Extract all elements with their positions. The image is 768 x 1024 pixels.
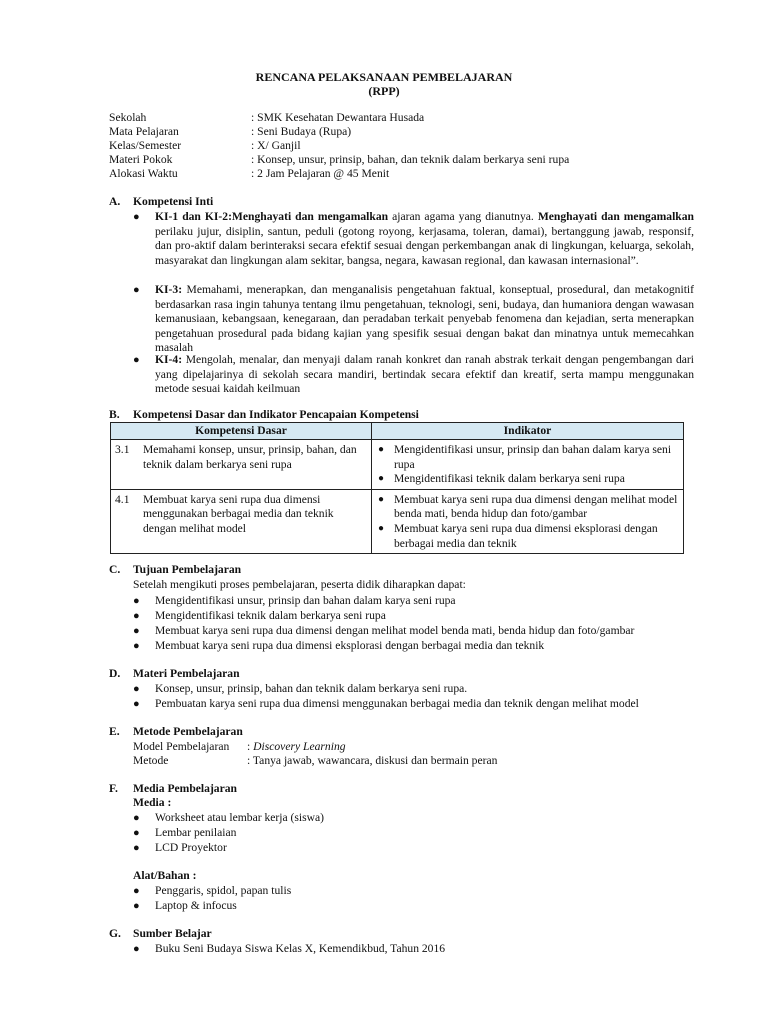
identity-row-materi: [109, 153, 709, 168]
model-value: : Discovery Learning: [247, 740, 346, 753]
metode-value: : Tanya jawab, wawancara, diskusi dan bermain peran: [247, 754, 498, 767]
kd-number: 3.1: [115, 443, 130, 456]
list-item: ● Laptop & infocus: [133, 899, 237, 912]
bullet-icon: ●: [133, 812, 140, 824]
table-header-indikator: Indikator: [372, 423, 684, 440]
identity-value: : SMK Kesehatan Dewantara Husada: [251, 111, 425, 124]
bullet-icon: ●: [133, 885, 140, 897]
kd-text: Memahami konsep, unsur, prinsip, bahan, dan teknik dalam berkarya seni rupa: [143, 443, 357, 471]
section-f-heading: F. Media Pembelajaran: [109, 782, 237, 795]
list-item: ● LCD Proyektor: [133, 841, 227, 854]
bullet-icon: ●: [133, 640, 140, 652]
section-d-heading: D. Materi Pembelajaran: [109, 667, 240, 680]
identity-value: : 2 Jam Pelajaran @ 45 Menit: [251, 167, 390, 180]
bullet-icon: ●: [378, 473, 385, 485]
indicator-item: ● Mengidentifikasi teknik dalam berkarya seni rupa: [378, 472, 625, 486]
kd-number: 4.1: [115, 492, 130, 506]
model-label: Model Pembelajaran: [133, 740, 230, 753]
identity-value: : Seni Budaya (Rupa): [251, 125, 352, 138]
indicator-item: ● Membuat karya seni rupa dua dimensi dengan melihat model benda mati, benda hidup dan foto/gambar: [378, 492, 678, 521]
table-row: [111, 489, 684, 553]
list-item: ● Penggaris, spidol, papan tulis: [133, 884, 292, 897]
identity-label: Alokasi Waktu: [109, 167, 178, 180]
section-e-heading: E. Metode Pembelajaran: [109, 725, 243, 738]
list-item: ● Mengidentifikasi unsur, prinsip dan bahan dalam karya seni rupa: [133, 594, 456, 607]
bullet-icon: ●: [133, 595, 140, 607]
bullet-icon: ●: [133, 625, 140, 637]
identity-label: Kelas/Semester: [109, 139, 182, 152]
list-item: ● Pembuatan karya seni rupa dua dimensi menggunakan berbagai media dan teknik dengan melihat model: [133, 697, 639, 710]
list-item: ● Worksheet atau lembar kerja (siswa): [133, 811, 325, 824]
bullet-icon: ●: [378, 444, 385, 455]
list-item: ● Membuat karya seni rupa dua dimensi dengan melihat model benda mati, benda hidup dan foto/gambar: [133, 624, 635, 637]
ki-4-item: ● KI-4: Mengolah, menalar, dan menyaji dalam ranah konkret dan ranah abstrak terkait dengan pengembangan dari yang dipelajarinya di sekolah secara mandiri, bertindak secara efektif dan kreatif, serta mampu menggunakan metode sesuai kaidah keilmuan: [133, 353, 694, 396]
bullet-icon: ●: [133, 610, 140, 622]
bullet-icon: ●: [133, 683, 140, 695]
metode-label: Metode: [133, 754, 169, 767]
kd-text: Membuat karya seni rupa dua dimensi menggunakan berbagai media dan teknik dengan melihat model: [143, 492, 334, 535]
alat-bahan-label: Alat/Bahan :: [133, 869, 197, 882]
section-c-heading: C. Tujuan Pembelajaran: [109, 563, 242, 576]
identity-value: : Konsep, unsur, prinsip, bahan, dan teknik dalam berkarya seni rupa: [251, 153, 570, 166]
bullet-icon: ●: [133, 354, 140, 366]
indicator-item: ● Membuat karya seni rupa dua dimensi eksplorasi dengan berbagai media dan teknik: [378, 521, 658, 550]
section-a-heading: A. Kompetensi Inti: [109, 195, 214, 208]
identity-label: Mata Pelajaran: [109, 125, 179, 138]
list-item: ● Buku Seni Budaya Siswa Kelas X, Kemendikbud, Tahun 2016: [133, 942, 446, 955]
ki-3-item: ● KI-3: Memahami, menerapkan, dan menganalisis pengetahuan faktual, konseptual, prosedural, dan metakognitif berdasarkan rasa ingin tahunya tentang ilmu pengetahuan, teknologi, seni, budaya, dan humaniora dengan wawasan kemanusiaan, kebangsaan, kenegaraan, dan peradaban terkait penyebab fenomena dan kejadian, serta menerapkan pengetahuan prosedural pada bidang kajian yang spesifik sesuai dengan bakat dan minatnya untuk memecahkan masalah: [133, 283, 694, 355]
list-item: ● Konsep, unsur, prinsip, bahan dan teknik dalam berkarya seni rupa.: [133, 682, 468, 695]
list-item: ● Mengidentifikasi teknik dalam berkarya seni rupa: [133, 609, 386, 622]
table-row: [111, 440, 684, 490]
section-g-heading: G. Sumber Belajar: [109, 927, 212, 940]
indicator-item: ● Mengidentifikasi unsur, prinsip dan bahan dalam karya seni rupa: [378, 443, 672, 471]
identity-row-mapel: [109, 125, 709, 140]
media-label: Media :: [133, 796, 172, 809]
table-header-row: [111, 423, 684, 440]
identity-label: Sekolah: [109, 111, 147, 124]
bullet-icon: ●: [133, 900, 140, 912]
document-subtitle: (RPP): [368, 84, 400, 98]
ki-1-2-item: ● KI-1 dan KI-2:Menghayati dan mengamalkan ajaran agama yang dianutnya. Menghayati dan mengamalkan perilaku jujur, disiplin, santun, peduli (gotong royong, kerjasama, toleran, damai), bertanggung jawab, responsif, dan pro-aktif dalam berinteraksi secara efektif sesuai dengan perkembangan anak di lingkungan, keluarga, sekolah, masyarakat dan lingkungan alam sekitar, bangsa, negara, kawasan regional, dan kawasan internasional”.: [133, 210, 694, 267]
document-title: RENCANA PELAKSANAAN PEMBELAJARAN: [255, 70, 513, 84]
identity-label: Materi Pokok: [109, 153, 173, 166]
bullet-icon: ●: [133, 943, 140, 955]
identity-row-kelas: [109, 139, 709, 154]
bullet-icon: ●: [133, 284, 140, 296]
identity-value: : X/ Ganjil: [251, 139, 301, 152]
bullet-icon: ●: [378, 522, 385, 534]
bullet-icon: ●: [133, 827, 140, 839]
kd-indicator-table: [110, 422, 684, 554]
bullet-icon: ●: [378, 493, 385, 505]
identity-row-sekolah: [109, 111, 709, 126]
bullet-icon: ●: [133, 211, 140, 223]
bullet-icon: ●: [133, 842, 140, 854]
list-item: ● Membuat karya seni rupa dua dimensi eksplorasi dengan berbagai media dan teknik: [133, 639, 545, 652]
table-header-kd: Kompetensi Dasar: [111, 423, 372, 440]
list-item: ● Lembar penilaian: [133, 826, 237, 839]
identity-row-alokasi: [109, 167, 709, 182]
bullet-icon: ●: [133, 698, 140, 710]
tujuan-intro: Setelah mengikuti proses pembelajaran, peserta didik diharapkan dapat:: [133, 578, 466, 591]
section-b-heading: B. Kompetensi Dasar dan Indikator Pencapaian Kompetensi: [109, 408, 419, 421]
